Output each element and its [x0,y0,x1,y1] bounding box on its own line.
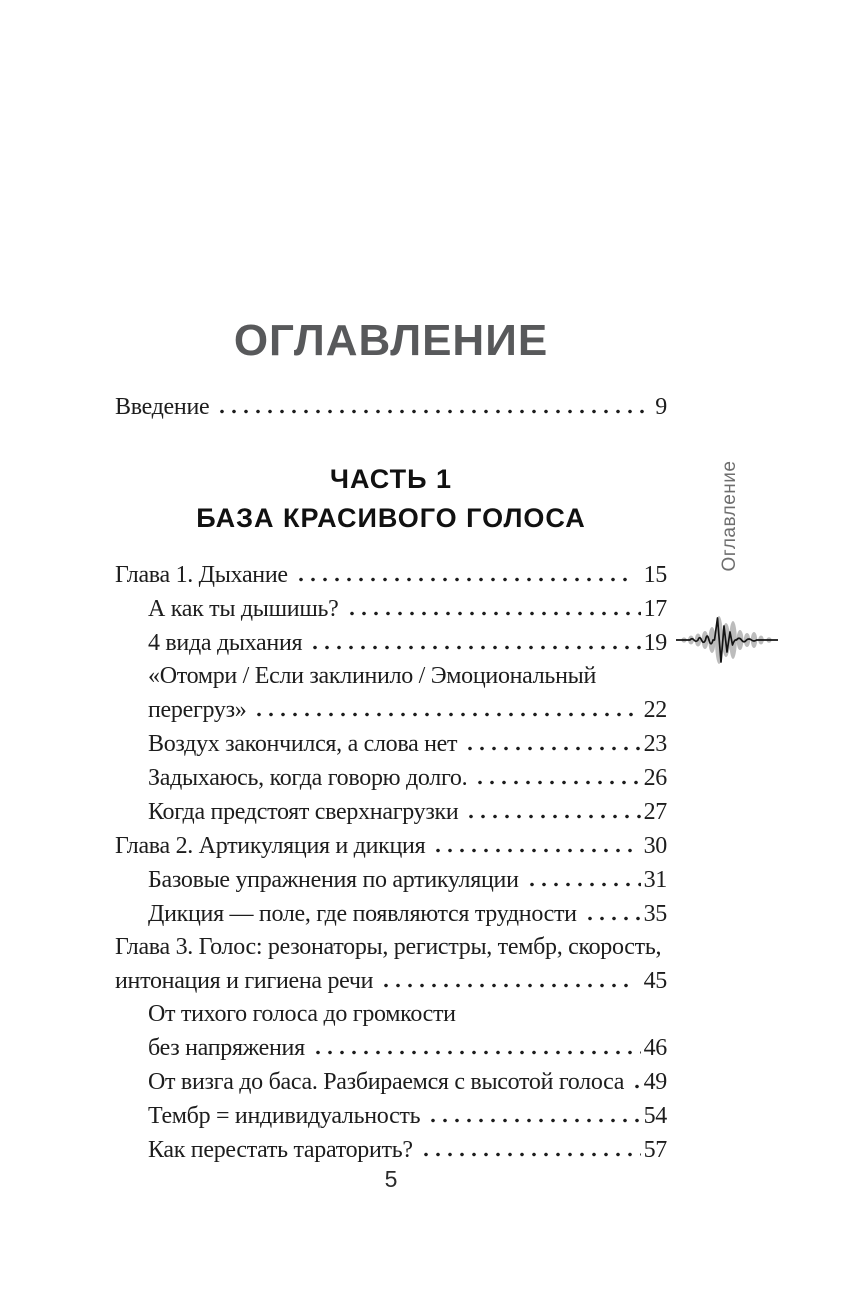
page-number: 35 [643,901,667,927]
page-number: 19 [643,630,667,656]
page-number: 57 [643,1137,667,1163]
page-number: 9 [655,394,667,420]
part-heading [115,460,667,538]
toc-entry [115,558,667,592]
page-number: 15 [643,562,667,588]
toc-entry [115,727,667,761]
toc-entry-label: интонация и гигиена речи [115,968,374,994]
toc-entry [115,1031,667,1065]
page-number: 45 [643,968,667,994]
page-number: 30 [643,833,667,859]
part-heading-line: БАЗА КРАСИВОГО ГОЛОСА [196,503,586,533]
toc-entry [115,829,667,863]
toc-entry-label: От тихого голоса до громкости [148,1001,456,1027]
side-tab-label: Оглавление [719,460,740,572]
page-number: 54 [643,1103,667,1129]
page-number: 26 [643,765,667,791]
toc-entry-label: Введение [115,394,210,420]
dot-leader [465,795,640,819]
dot-leader [464,727,640,751]
page-title: ОГЛАВЛЕНИЕ [233,316,549,365]
dot-leader [427,1099,640,1123]
toc-entry-label: Дикция — поле, где появляются трудности [148,901,577,927]
toc-entry-label: Задыхаюсь, когда говорю долго. [148,765,468,791]
toc-entry-label: перегруз» [148,697,247,723]
page-number: 17 [643,596,667,622]
page-number: 23 [643,731,667,757]
toc-entry-label: 4 вида дыхания [148,630,303,656]
toc-entry-label: Глава 1. Дыхание [115,562,288,588]
toc-entry [115,964,667,998]
dot-leader [631,1065,640,1089]
toc-entry-label: Тембр = индивидуальность [148,1103,421,1129]
dot-leader [420,1133,641,1157]
toc-entry [115,693,667,727]
page-number: 22 [643,697,667,723]
toc-entry [115,897,667,931]
dot-leader [432,829,632,853]
toc-entry [115,863,667,897]
toc-entry-label: От визга до баса. Разбираемся с высотой голоса [148,1069,625,1095]
toc-entry-label: Когда предстоят сверхнагрузки [148,799,459,825]
toc-entry-label: Глава 2. Артикуляция и дикция [115,833,426,859]
toc-entry-label: Как перестать тараторить? [148,1137,413,1163]
toc-entry [115,592,667,626]
dot-leader [312,1031,641,1055]
toc-entry [115,626,667,660]
page-number: 46 [643,1035,667,1061]
toc-entry [115,1099,667,1133]
toc-entry [115,998,667,1031]
toc-entry-label: без напряжения [148,1035,305,1061]
dot-leader [526,863,641,887]
dot-leader [346,592,641,616]
dot-leader [295,558,633,582]
part-heading-line: ЧАСТЬ 1 [329,464,453,494]
dot-leader [309,626,640,650]
waveform-icon [676,612,778,668]
dot-leader [474,761,640,785]
page-number: 31 [643,867,667,893]
contents-column [115,318,667,1167]
dot-leader [253,693,640,717]
page-number: 49 [643,1069,667,1095]
dot-leader [380,964,632,988]
toc-entry-label: Базовые упражнения по артикуляции [148,867,519,893]
toc-entry-label: «Отомри / Если заклинило / Эмоциональный [148,663,596,689]
toc-entry [115,761,667,795]
toc-entry [115,1133,667,1167]
toc-entry-label: А как ты дышишь? [148,596,339,622]
dot-leader [216,390,644,414]
toc-list [115,390,667,1167]
toc-entry-label: Глава 3. Голос: резонаторы, регистры, тембр, скорость, [115,934,662,960]
page-number: 27 [643,799,667,825]
toc-entry [115,390,667,424]
toc-entry [115,1065,667,1099]
toc-entry [115,931,667,964]
dot-leader [584,897,641,921]
toc-entry-label: Воздух закончился, а слова нет [148,731,458,757]
footer-page-number: 5 [384,1166,398,1192]
toc-entry [115,795,667,829]
toc-entry [115,660,667,693]
